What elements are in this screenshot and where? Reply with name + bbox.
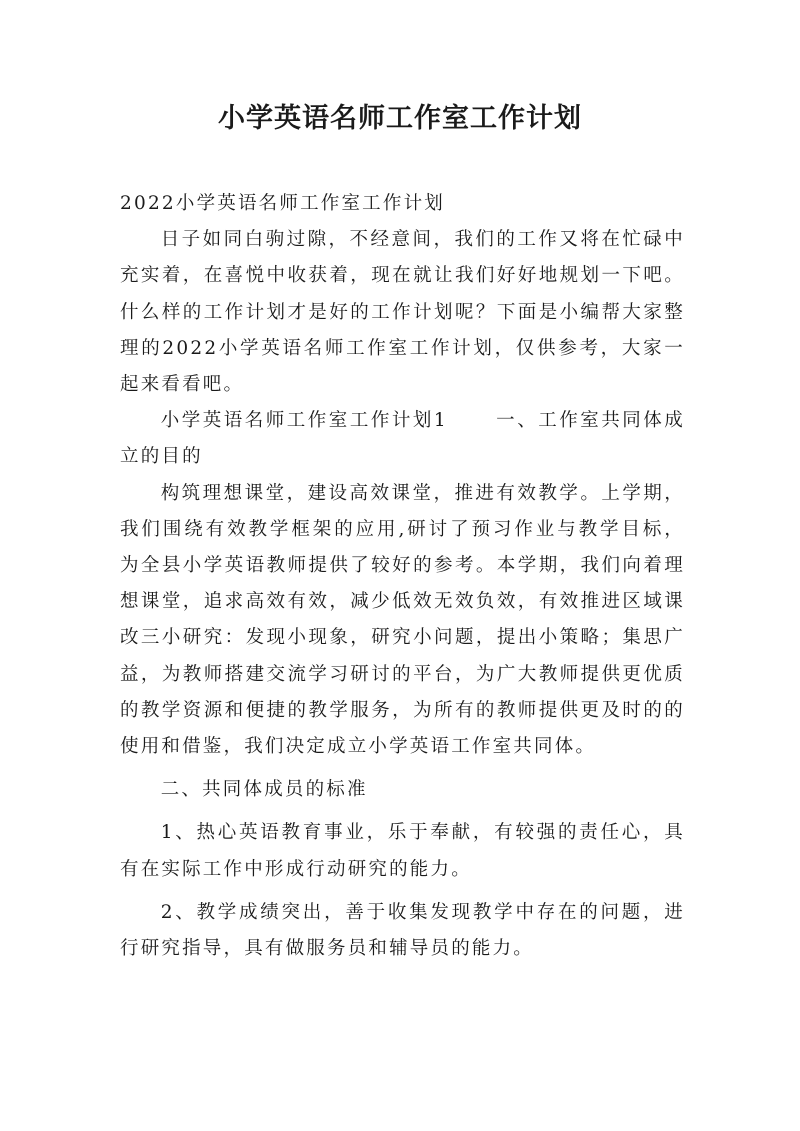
section1-paragraph: 构筑理想课堂，建设高效课堂，推进有效教学。上学期，我们围绕有效教学框架的应用,研讨了预习作业与教学目标，为全县小学英语教师提供了较好的参考。本学期，我们向着理想课堂，追求高效有效，减少低效无效负效，有效推进区域课改三小研究：发现小现象，研究小问题，提出小策略；集思广益，为教师搭建交流学习研讨的平台，为广大教师提供更优质的教学资源和便捷的教学服务，为所有的教师提供更及时的的使用和借鉴，我们决定成立小学英语工作室共同体。 xyxy=(120,482,685,758)
section2-heading: 二、共同体成员的标准 xyxy=(160,779,368,801)
plan-heading: 小学英语名师工作室工作计划1 xyxy=(160,410,448,432)
intro-paragraph: 日子如同白驹过隙，不经意间，我们的工作又将在忙碌中充实着，在喜悦中收获着，现在就让我们好好地规划一下吧。什么样的工作计划才是好的工作计划呢？下面是小编帮大家整理的2022小学英语名师工作室工作计划，仅供参考，大家一起来看看吧。 xyxy=(120,229,685,396)
section1-heading: 一、工作室共同体成立的目的 xyxy=(120,410,685,468)
document-body xyxy=(120,186,685,967)
document-subtitle: 2022小学英语名师工作室工作计划 xyxy=(120,193,445,214)
document-title: 小学英语名师工作室工作计划 xyxy=(218,103,582,134)
criteria-item-2: 2、教学成绩突出，善于收集发现教学中存在的问题，进行研究指导，具有做服务员和辅导员的能力。 xyxy=(120,901,685,960)
criteria-item-1: 1、热心英语教育事业，乐于奉献，有较强的责任心，具有在实际工作中形成行动研究的能力。 xyxy=(120,822,685,880)
plan-heading-line xyxy=(120,403,685,475)
